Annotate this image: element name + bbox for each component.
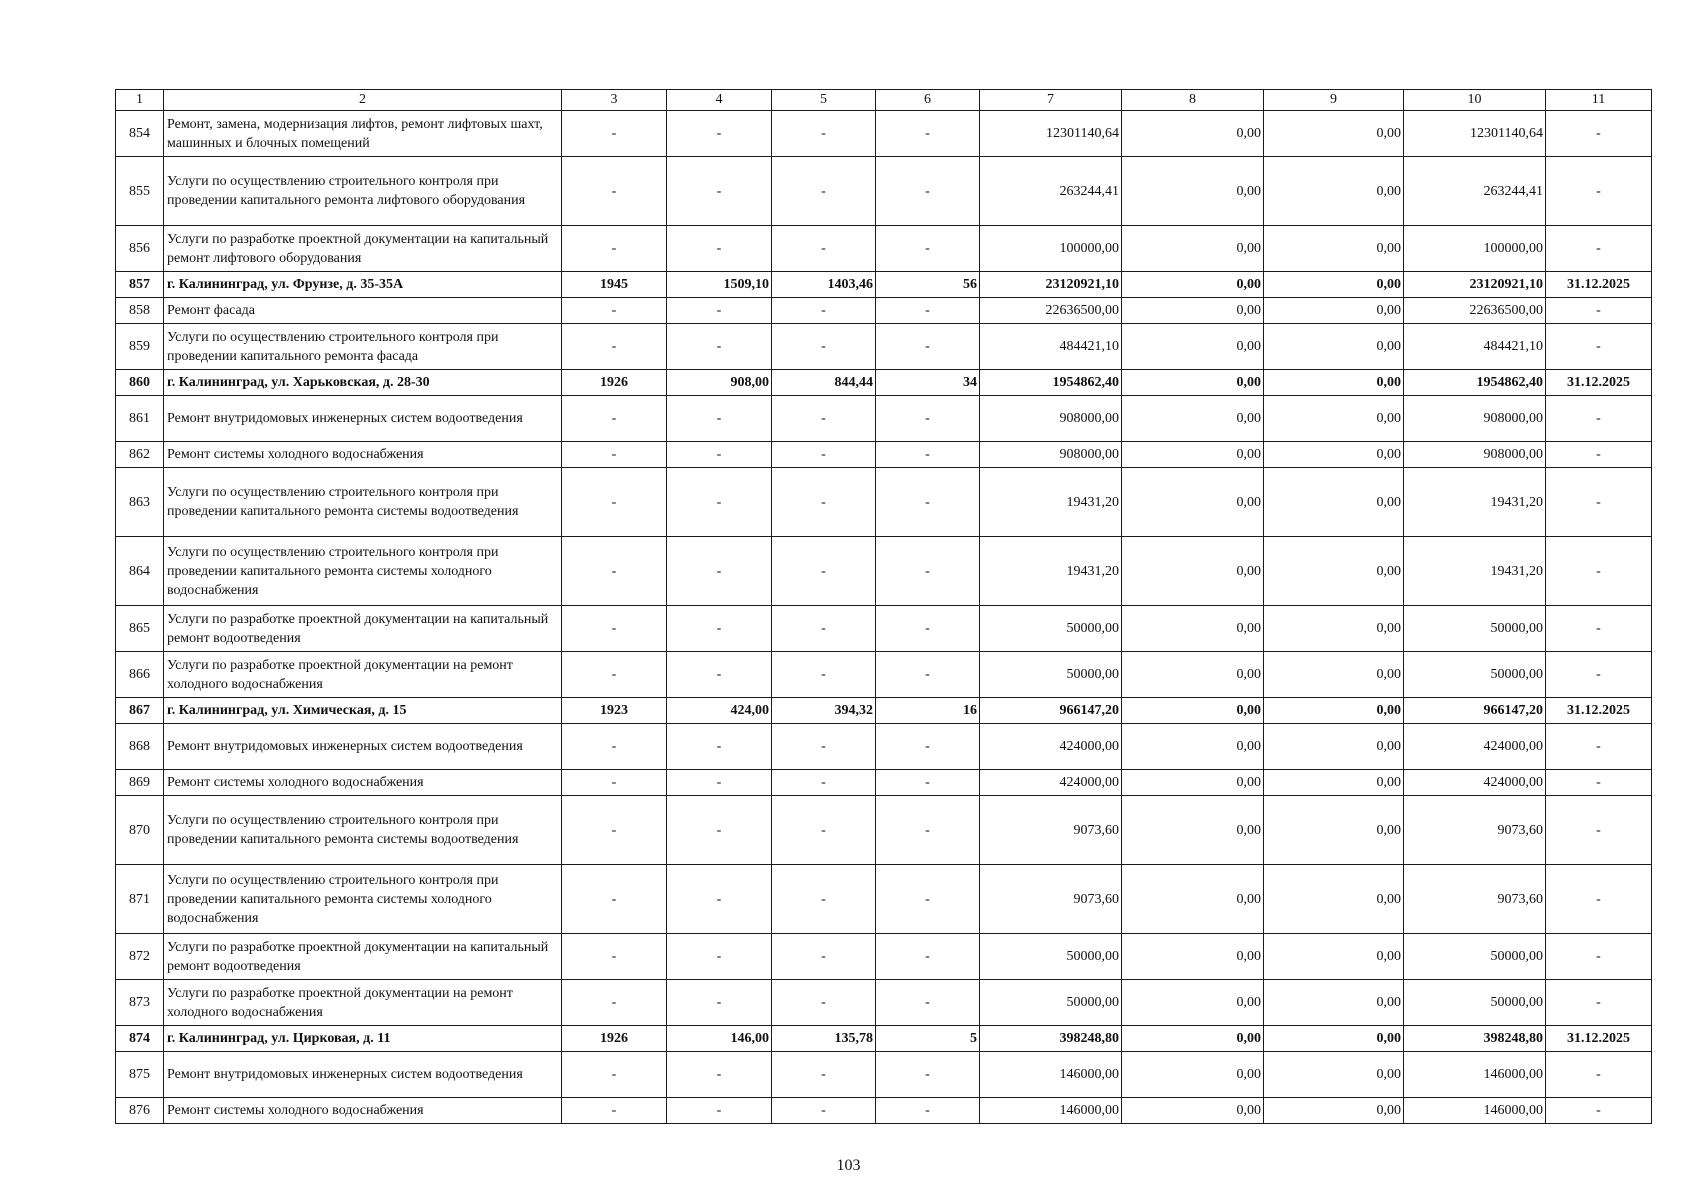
cost-column-9-cell: 0,00 [1264, 1026, 1404, 1052]
completion-date-cell: - [1546, 226, 1652, 272]
cost-column-10-cell: 1954862,40 [1404, 370, 1546, 396]
build-year-cell: - [562, 934, 667, 980]
work-name-cell: Услуги по осуществлению строительного контроля при проведении капитального ремонта системы водоотведения [164, 796, 562, 865]
total-area-cell: - [667, 1098, 772, 1124]
living-area-cell: - [772, 934, 876, 980]
total-cost-cell: 9073,60 [980, 796, 1122, 865]
work-item-row [116, 537, 1652, 606]
work-name-cell: Услуги по разработке проектной документации на капитальный ремонт водоотведения [164, 934, 562, 980]
cost-column-10-cell: 9073,60 [1404, 865, 1546, 934]
cost-column-8-cell: 0,00 [1122, 1026, 1264, 1052]
total-cost-cell: 100000,00 [980, 226, 1122, 272]
cost-column-10-cell: 50000,00 [1404, 980, 1546, 1026]
column-header: 4 [667, 90, 772, 111]
row-number-cell: 860 [116, 370, 164, 396]
work-name-cell: Ремонт фасада [164, 298, 562, 324]
cost-column-9-cell: 0,00 [1264, 865, 1404, 934]
page-number: 103 [836, 1157, 861, 1174]
build-year-cell: - [562, 442, 667, 468]
cost-column-9-cell: 0,00 [1264, 796, 1404, 865]
residents-count-cell: 56 [876, 272, 980, 298]
cost-column-10-cell: 50000,00 [1404, 652, 1546, 698]
completion-date-cell: 31.12.2025 [1546, 272, 1652, 298]
cost-column-8-cell: 0,00 [1122, 698, 1264, 724]
completion-date-cell: - [1546, 770, 1652, 796]
living-area-cell: - [772, 298, 876, 324]
work-name-cell: Услуги по разработке проектной документации на ремонт холодного водоснабжения [164, 980, 562, 1026]
total-area-cell: - [667, 298, 772, 324]
address-row [116, 272, 1652, 298]
residents-count-cell: - [876, 1098, 980, 1124]
cost-column-8-cell: 0,00 [1122, 157, 1264, 226]
cost-column-10-cell: 19431,20 [1404, 537, 1546, 606]
cost-column-8-cell: 0,00 [1122, 272, 1264, 298]
cost-column-8-cell: 0,00 [1122, 796, 1264, 865]
row-number-cell: 855 [116, 157, 164, 226]
total-area-cell: 146,00 [667, 1026, 772, 1052]
build-year-cell: - [562, 537, 667, 606]
cost-column-9-cell: 0,00 [1264, 157, 1404, 226]
work-name-cell: Ремонт внутридомовых инженерных систем водоотведения [164, 724, 562, 770]
living-area-cell: - [772, 537, 876, 606]
living-area-cell: 1403,46 [772, 272, 876, 298]
row-number-cell: 857 [116, 272, 164, 298]
work-item-row [116, 111, 1652, 157]
cost-column-10-cell: 263244,41 [1404, 157, 1546, 226]
total-area-cell: 908,00 [667, 370, 772, 396]
cost-column-9-cell: 0,00 [1264, 324, 1404, 370]
total-cost-cell: 424000,00 [980, 724, 1122, 770]
work-name-cell: г. Калининград, ул. Харьковская, д. 28-30 [164, 370, 562, 396]
living-area-cell: - [772, 226, 876, 272]
total-area-cell: - [667, 1052, 772, 1098]
completion-date-cell: - [1546, 606, 1652, 652]
work-item-row [116, 865, 1652, 934]
total-cost-cell: 484421,10 [980, 324, 1122, 370]
total-cost-cell: 146000,00 [980, 1098, 1122, 1124]
living-area-cell: - [772, 468, 876, 537]
cost-column-9-cell: 0,00 [1264, 770, 1404, 796]
residents-count-cell: - [876, 934, 980, 980]
residents-count-cell: - [876, 652, 980, 698]
work-item-row [116, 770, 1652, 796]
cost-column-9-cell: 0,00 [1264, 396, 1404, 442]
completion-date-cell: 31.12.2025 [1546, 698, 1652, 724]
row-number-cell: 873 [116, 980, 164, 1026]
work-item-row [116, 1052, 1652, 1098]
cost-column-9-cell: 0,00 [1264, 652, 1404, 698]
living-area-cell: - [772, 1098, 876, 1124]
cost-column-8-cell: 0,00 [1122, 111, 1264, 157]
total-area-cell: - [667, 606, 772, 652]
cost-column-8-cell: 0,00 [1122, 606, 1264, 652]
build-year-cell: - [562, 1098, 667, 1124]
row-number-cell: 864 [116, 537, 164, 606]
row-number-cell: 876 [116, 1098, 164, 1124]
total-area-cell: - [667, 157, 772, 226]
total-area-cell: - [667, 442, 772, 468]
total-cost-cell: 50000,00 [980, 606, 1122, 652]
residents-count-cell: - [876, 226, 980, 272]
residents-count-cell: - [876, 396, 980, 442]
work-name-cell: г. Калининград, ул. Фрунзе, д. 35-35А [164, 272, 562, 298]
work-item-row [116, 980, 1652, 1026]
cost-column-8-cell: 0,00 [1122, 934, 1264, 980]
cost-column-10-cell: 908000,00 [1404, 442, 1546, 468]
completion-date-cell: - [1546, 298, 1652, 324]
cost-column-10-cell: 22636500,00 [1404, 298, 1546, 324]
column-header: 11 [1546, 90, 1652, 111]
cost-column-8-cell: 0,00 [1122, 724, 1264, 770]
work-name-cell: Услуги по разработке проектной документации на капитальный ремонт лифтового оборудования [164, 226, 562, 272]
work-item-row [116, 226, 1652, 272]
total-cost-cell: 263244,41 [980, 157, 1122, 226]
build-year-cell: 1926 [562, 1026, 667, 1052]
total-area-cell: - [667, 770, 772, 796]
total-cost-cell: 23120921,10 [980, 272, 1122, 298]
living-area-cell: - [772, 396, 876, 442]
completion-date-cell: - [1546, 111, 1652, 157]
cost-column-8-cell: 0,00 [1122, 770, 1264, 796]
row-number-cell: 868 [116, 724, 164, 770]
total-area-cell: - [667, 796, 772, 865]
cost-column-8-cell: 0,00 [1122, 1052, 1264, 1098]
total-cost-cell: 9073,60 [980, 865, 1122, 934]
residents-count-cell: - [876, 770, 980, 796]
cost-column-8-cell: 0,00 [1122, 1098, 1264, 1124]
cost-column-10-cell: 484421,10 [1404, 324, 1546, 370]
total-area-cell: - [667, 468, 772, 537]
column-header: 7 [980, 90, 1122, 111]
address-row [116, 698, 1652, 724]
row-number-cell: 854 [116, 111, 164, 157]
residents-count-cell: - [876, 796, 980, 865]
row-number-cell: 862 [116, 442, 164, 468]
completion-date-cell: 31.12.2025 [1546, 370, 1652, 396]
cost-column-8-cell: 0,00 [1122, 865, 1264, 934]
build-year-cell: - [562, 226, 667, 272]
cost-column-10-cell: 424000,00 [1404, 724, 1546, 770]
total-area-cell: - [667, 396, 772, 442]
total-cost-cell: 19431,20 [980, 537, 1122, 606]
build-year-cell: - [562, 980, 667, 1026]
work-name-cell: Услуги по разработке проектной документации на капитальный ремонт водоотведения [164, 606, 562, 652]
cost-column-10-cell: 23120921,10 [1404, 272, 1546, 298]
work-name-cell: Ремонт системы холодного водоснабжения [164, 1098, 562, 1124]
work-item-row [116, 652, 1652, 698]
completion-date-cell: - [1546, 1098, 1652, 1124]
work-name-cell: Ремонт системы холодного водоснабжения [164, 770, 562, 796]
living-area-cell: - [772, 770, 876, 796]
residents-count-cell: - [876, 1052, 980, 1098]
cost-column-10-cell: 50000,00 [1404, 934, 1546, 980]
cost-column-8-cell: 0,00 [1122, 298, 1264, 324]
total-cost-cell: 50000,00 [980, 652, 1122, 698]
cost-column-10-cell: 9073,60 [1404, 796, 1546, 865]
column-header: 6 [876, 90, 980, 111]
build-year-cell: - [562, 111, 667, 157]
row-number-cell: 872 [116, 934, 164, 980]
cost-column-10-cell: 19431,20 [1404, 468, 1546, 537]
column-header: 9 [1264, 90, 1404, 111]
residents-count-cell: - [876, 111, 980, 157]
table-body [116, 90, 1652, 1124]
work-name-cell: г. Калининград, ул. Химическая, д. 15 [164, 698, 562, 724]
total-area-cell: - [667, 724, 772, 770]
address-row [116, 1026, 1652, 1052]
row-number-cell: 870 [116, 796, 164, 865]
cost-column-8-cell: 0,00 [1122, 396, 1264, 442]
total-area-cell: - [667, 980, 772, 1026]
completion-date-cell: - [1546, 796, 1652, 865]
total-area-cell: - [667, 226, 772, 272]
residents-count-cell: - [876, 157, 980, 226]
address-row [116, 370, 1652, 396]
work-name-cell: Ремонт внутридомовых инженерных систем водоотведения [164, 1052, 562, 1098]
living-area-cell: - [772, 157, 876, 226]
cost-column-10-cell: 100000,00 [1404, 226, 1546, 272]
completion-date-cell: - [1546, 396, 1652, 442]
cost-column-9-cell: 0,00 [1264, 537, 1404, 606]
build-year-cell: - [562, 796, 667, 865]
build-year-cell: - [562, 865, 667, 934]
residents-count-cell: - [876, 298, 980, 324]
row-number-cell: 859 [116, 324, 164, 370]
cost-column-9-cell: 0,00 [1264, 442, 1404, 468]
work-name-cell: г. Калининград, ул. Цирковая, д. 11 [164, 1026, 562, 1052]
completion-date-cell: - [1546, 724, 1652, 770]
living-area-cell: 394,32 [772, 698, 876, 724]
build-year-cell: 1926 [562, 370, 667, 396]
cost-column-9-cell: 0,00 [1264, 226, 1404, 272]
residents-count-cell: - [876, 980, 980, 1026]
cost-column-9-cell: 0,00 [1264, 934, 1404, 980]
row-number-cell: 858 [116, 298, 164, 324]
build-year-cell: - [562, 468, 667, 537]
build-year-cell: - [562, 1052, 667, 1098]
living-area-cell: - [772, 724, 876, 770]
living-area-cell: - [772, 1052, 876, 1098]
completion-date-cell: - [1546, 442, 1652, 468]
cost-column-9-cell: 0,00 [1264, 698, 1404, 724]
completion-date-cell: - [1546, 537, 1652, 606]
row-number-cell: 874 [116, 1026, 164, 1052]
cost-column-8-cell: 0,00 [1122, 226, 1264, 272]
completion-date-cell: - [1546, 468, 1652, 537]
living-area-cell: - [772, 324, 876, 370]
column-header: 5 [772, 90, 876, 111]
cost-column-9-cell: 0,00 [1264, 1098, 1404, 1124]
cost-column-10-cell: 908000,00 [1404, 396, 1546, 442]
residents-count-cell: - [876, 468, 980, 537]
cost-column-9-cell: 0,00 [1264, 980, 1404, 1026]
total-cost-cell: 424000,00 [980, 770, 1122, 796]
cost-column-8-cell: 0,00 [1122, 468, 1264, 537]
work-name-cell: Услуги по осуществлению строительного контроля при проведении капитального ремонта лифтового оборудования [164, 157, 562, 226]
cost-column-9-cell: 0,00 [1264, 370, 1404, 396]
residents-count-cell: 5 [876, 1026, 980, 1052]
row-number-cell: 875 [116, 1052, 164, 1098]
total-cost-cell: 50000,00 [980, 980, 1122, 1026]
residents-count-cell: 16 [876, 698, 980, 724]
total-cost-cell: 50000,00 [980, 934, 1122, 980]
cost-column-10-cell: 50000,00 [1404, 606, 1546, 652]
build-year-cell: - [562, 298, 667, 324]
cost-column-9-cell: 0,00 [1264, 606, 1404, 652]
total-cost-cell: 146000,00 [980, 1052, 1122, 1098]
build-year-cell: - [562, 770, 667, 796]
cost-column-10-cell: 146000,00 [1404, 1052, 1546, 1098]
work-item-row [116, 1098, 1652, 1124]
work-item-row [116, 934, 1652, 980]
cost-column-8-cell: 0,00 [1122, 537, 1264, 606]
work-name-cell: Услуги по осуществлению строительного контроля при проведении капитального ремонта системы холодного водоснабжения [164, 537, 562, 606]
completion-date-cell: - [1546, 1052, 1652, 1098]
work-item-row [116, 796, 1652, 865]
work-item-row [116, 298, 1652, 324]
row-number-cell: 856 [116, 226, 164, 272]
residents-count-cell: - [876, 724, 980, 770]
row-number-cell: 865 [116, 606, 164, 652]
cost-column-8-cell: 0,00 [1122, 980, 1264, 1026]
cost-column-10-cell: 146000,00 [1404, 1098, 1546, 1124]
work-item-row [116, 724, 1652, 770]
living-area-cell: 844,44 [772, 370, 876, 396]
cost-column-10-cell: 12301140,64 [1404, 111, 1546, 157]
residents-count-cell: - [876, 324, 980, 370]
total-cost-cell: 1954862,40 [980, 370, 1122, 396]
row-number-cell: 869 [116, 770, 164, 796]
total-cost-cell: 12301140,64 [980, 111, 1122, 157]
row-number-cell: 867 [116, 698, 164, 724]
build-year-cell: - [562, 606, 667, 652]
repair-program-table [115, 89, 1652, 1124]
cost-column-9-cell: 0,00 [1264, 111, 1404, 157]
row-number-cell: 871 [116, 865, 164, 934]
build-year-cell: - [562, 724, 667, 770]
living-area-cell: - [772, 796, 876, 865]
completion-date-cell: 31.12.2025 [1546, 1026, 1652, 1052]
completion-date-cell: - [1546, 980, 1652, 1026]
cost-column-10-cell: 424000,00 [1404, 770, 1546, 796]
column-header: 1 [116, 90, 164, 111]
total-cost-cell: 966147,20 [980, 698, 1122, 724]
column-number-header-row [116, 90, 1652, 111]
work-item-row [116, 396, 1652, 442]
work-name-cell: Ремонт внутридомовых инженерных систем водоотведения [164, 396, 562, 442]
total-cost-cell: 908000,00 [980, 396, 1122, 442]
total-area-cell: - [667, 652, 772, 698]
cost-column-8-cell: 0,00 [1122, 442, 1264, 468]
completion-date-cell: - [1546, 865, 1652, 934]
total-area-cell: - [667, 111, 772, 157]
cost-column-9-cell: 0,00 [1264, 724, 1404, 770]
living-area-cell: 135,78 [772, 1026, 876, 1052]
row-number-cell: 866 [116, 652, 164, 698]
residents-count-cell: - [876, 606, 980, 652]
total-area-cell: - [667, 537, 772, 606]
column-header: 2 [164, 90, 562, 111]
work-name-cell: Ремонт, замена, модернизация лифтов, ремонт лифтовых шахт, машинных и блочных помещений [164, 111, 562, 157]
work-name-cell: Услуги по разработке проектной документации на ремонт холодного водоснабжения [164, 652, 562, 698]
cost-column-8-cell: 0,00 [1122, 324, 1264, 370]
work-name-cell: Услуги по осуществлению строительного контроля при проведении капитального ремонта системы водоотведения [164, 468, 562, 537]
total-area-cell: 424,00 [667, 698, 772, 724]
living-area-cell: - [772, 111, 876, 157]
work-name-cell: Услуги по осуществлению строительного контроля при проведении капитального ремонта фасада [164, 324, 562, 370]
residents-count-cell: - [876, 537, 980, 606]
work-name-cell: Ремонт системы холодного водоснабжения [164, 442, 562, 468]
cost-column-8-cell: 0,00 [1122, 370, 1264, 396]
work-item-row [116, 468, 1652, 537]
build-year-cell: 1923 [562, 698, 667, 724]
total-cost-cell: 22636500,00 [980, 298, 1122, 324]
living-area-cell: - [772, 652, 876, 698]
completion-date-cell: - [1546, 934, 1652, 980]
total-area-cell: - [667, 324, 772, 370]
work-name-cell: Услуги по осуществлению строительного контроля при проведении капитального ремонта системы холодного водоснабжения [164, 865, 562, 934]
residents-count-cell: - [876, 442, 980, 468]
build-year-cell: 1945 [562, 272, 667, 298]
cost-column-8-cell: 0,00 [1122, 652, 1264, 698]
living-area-cell: - [772, 980, 876, 1026]
row-number-cell: 863 [116, 468, 164, 537]
cost-column-9-cell: 0,00 [1264, 298, 1404, 324]
work-item-row [116, 442, 1652, 468]
residents-count-cell: - [876, 865, 980, 934]
column-header: 8 [1122, 90, 1264, 111]
build-year-cell: - [562, 157, 667, 226]
total-area-cell: 1509,10 [667, 272, 772, 298]
cost-column-9-cell: 0,00 [1264, 1052, 1404, 1098]
living-area-cell: - [772, 865, 876, 934]
column-header: 10 [1404, 90, 1546, 111]
work-item-row [116, 606, 1652, 652]
row-number-cell: 861 [116, 396, 164, 442]
cost-column-10-cell: 966147,20 [1404, 698, 1546, 724]
build-year-cell: - [562, 652, 667, 698]
total-cost-cell: 19431,20 [980, 468, 1122, 537]
column-header: 3 [562, 90, 667, 111]
total-area-cell: - [667, 934, 772, 980]
build-year-cell: - [562, 396, 667, 442]
cost-column-9-cell: 0,00 [1264, 272, 1404, 298]
cost-column-9-cell: 0,00 [1264, 468, 1404, 537]
work-item-row [116, 324, 1652, 370]
total-cost-cell: 908000,00 [980, 442, 1122, 468]
completion-date-cell: - [1546, 652, 1652, 698]
cost-column-10-cell: 398248,80 [1404, 1026, 1546, 1052]
build-year-cell: - [562, 324, 667, 370]
completion-date-cell: - [1546, 324, 1652, 370]
residents-count-cell: 34 [876, 370, 980, 396]
work-item-row [116, 157, 1652, 226]
completion-date-cell: - [1546, 157, 1652, 226]
living-area-cell: - [772, 442, 876, 468]
living-area-cell: - [772, 606, 876, 652]
total-area-cell: - [667, 865, 772, 934]
total-cost-cell: 398248,80 [980, 1026, 1122, 1052]
